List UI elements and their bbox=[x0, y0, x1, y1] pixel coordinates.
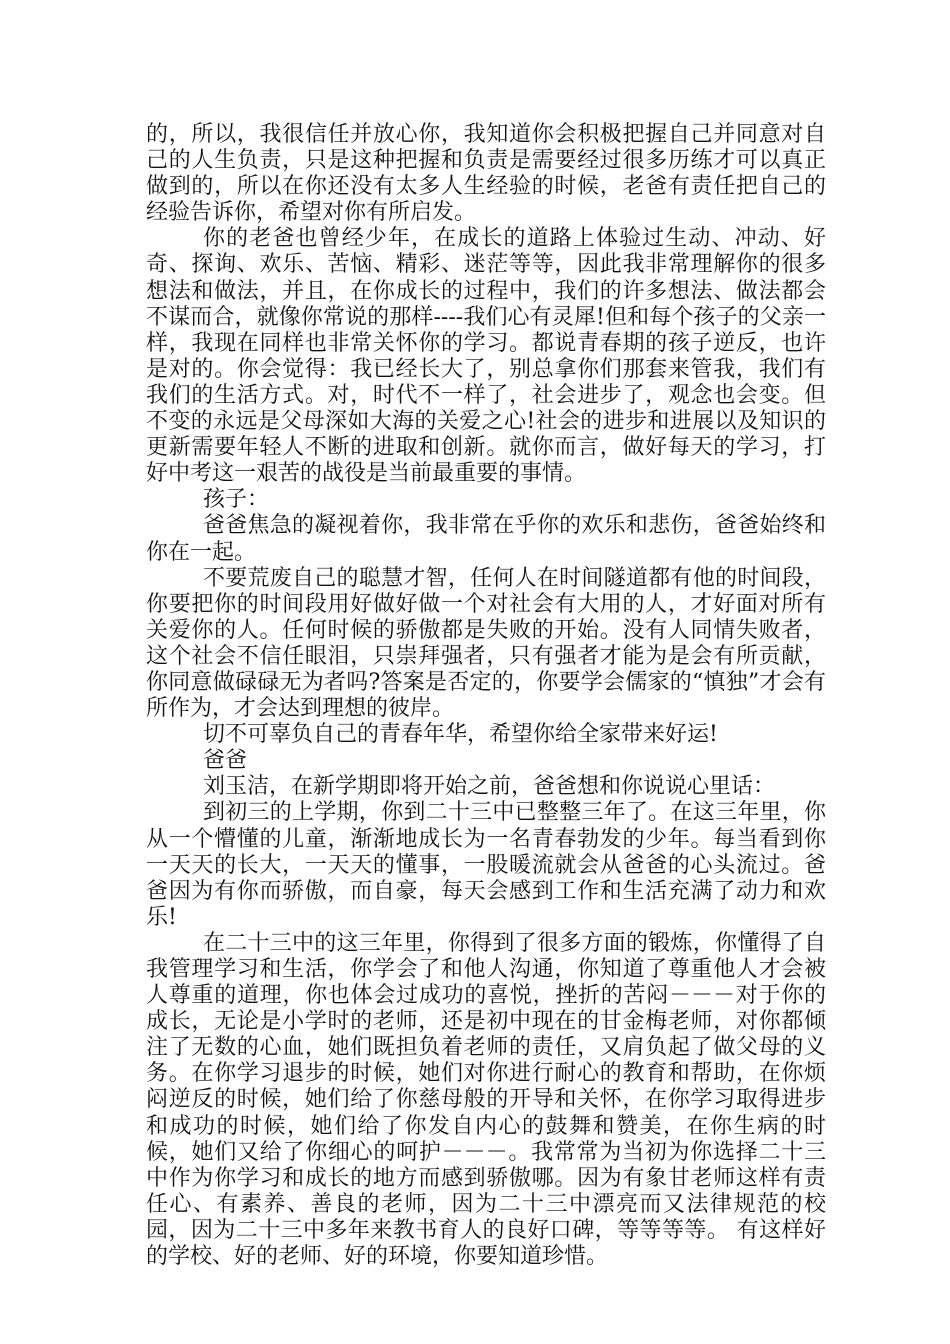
paragraph-2: 你的老爸也曾经少年，在成长的道路上体验过生动、冲动、好奇、探询、欢乐、苦恼、精彩、迷茫等等，因此我非常理解你的很多想法和做法，并且，在你成长的过程中，我们的许多想法、做法都会不谋而合，就像你常说的那样----我们心有灵犀!但和每个孩子的父亲一样，我现在同样也非常关怀你的学习。都说青春期的孩子逆反，也许是对的。你会觉得：我已经长大了，别总拿你们那套来管我，我们有我们的生活方式。对，时代不一样了，社会进步了，观念也会变。但不变的永远是父母深如大海的关爱之心!社会的进步和进展以及知识的更新需要年轻人不断的进取和创新。就你而言，做好每天的学习，打好中考这一艰苦的战役是当前最重要的事情。 bbox=[146, 226, 826, 487]
salutation-child: 孩子： bbox=[203, 487, 270, 513]
paragraph-8: 在二十三中的这三年里，你得到了很多方面的锻炼，你懂得了自我管理学习和生活，你学会了和他人沟通，你知道了尊重他人才会被人尊重的道理，你也体会过成功的喜悦，挫折的苦闷－－－对于你的成长，无论是小学时的老师，还是初中现在的甘金梅老师，对你都倾注了无数的心血，她们既担负着老师的责任，又肩负起了做父母的义务。在你学习退步的时候，她们对你进行耐心的教育和帮助，在你烦闷逆反的时候，她们给了你慈母般的开导和关怀，在你学习取得进步和成功的时候，她们给了你发自内心的鼓舞和赞美，在你生病的时候，她们又给了你细心的呵护－－－。我常常为当初为你选择二十三中作为你学习和成长的地方而感到骄傲哪。因为有象甘老师这样有责任心、有素养、善良的老师，因为二十三中漂亮而又法律规范的校园，因为二十三中多年来教书育人的良好口碑，等等等等。 有这样好的学校、好的老师、好的环境，你要知道珍惜。 bbox=[146, 930, 826, 1270]
paragraph-1: 的，所以，我很信任并放心你，我知道你会积极把握自己并同意对自己的人生负责，只是这种把握和负责是需要经过很多历练才可以真正做到的，所以在你还没有太多人生经验的时候，老爸有责任把自己的经验告诉你，希望对你有所启发。 bbox=[146, 122, 826, 226]
paragraph-3: 爸爸焦急的凝视着你，我非常在乎你的欢乐和悲伤，爸爸始终和你在一起。 bbox=[146, 513, 826, 565]
letter-body bbox=[146, 122, 826, 1270]
paragraph-7: 到初三的上学期，你到二十三中已整整三年了。在这三年里，你从一个懵懂的儿童，渐渐地成长为一名青春勃发的少年。每当看到你一天天的长大，一天天的懂事，一股暖流就会从爸爸的心头流过。爸爸因为有你而骄傲，而自豪，每天会感到工作和生活充满了动力和欢乐! bbox=[146, 800, 826, 930]
paragraph-6: 刘玉洁，在新学期即将开始之前，爸爸想和你说说心里话： bbox=[203, 774, 776, 800]
paragraph-5: 切不可辜负自己的青春年华，希望你给全家带来好运! bbox=[203, 722, 718, 748]
paragraph-4: 不要荒废自己的聪慧才智，任何人在时间隧道都有他的时间段，你要把你的时间段用好做好做一个对社会有大用的人，才好面对所有关爱你的人。任何时候的骄傲都是失败的开始。没有人同情失败者，这个社会不信任眼泪，只崇拜强者，只有强者才能为是会有所贡献，你同意做碌碌无为者吗?答案是否定的，你要学会儒家的“慎独”才会有所作为，才会达到理想的彼岸。 bbox=[146, 565, 826, 722]
signature-dad: 爸爸 bbox=[203, 748, 248, 774]
